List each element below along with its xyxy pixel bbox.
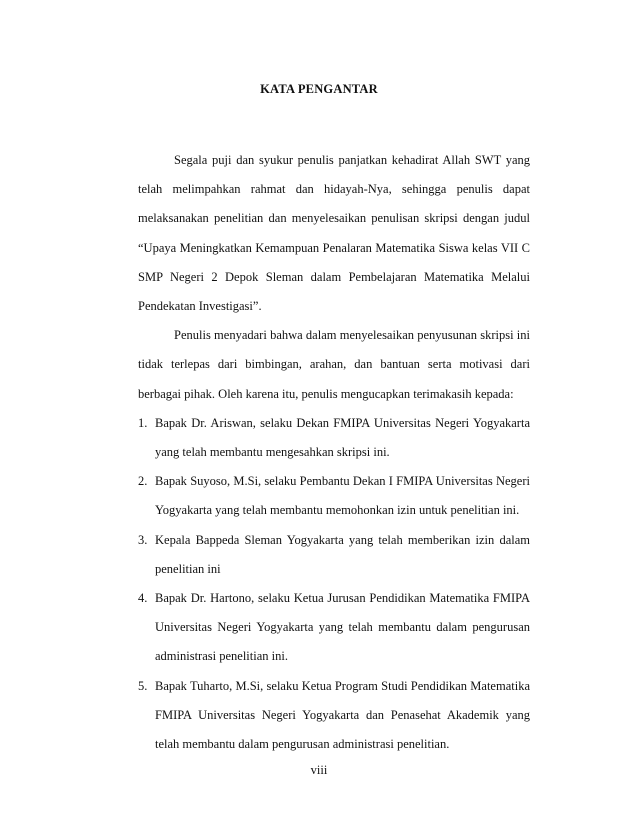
list-item xyxy=(138,409,530,467)
list-item-text: Bapak Dr. Ariswan, selaku Dekan FMIPA Universitas Negeri Yogyakarta yang telah membantu mengesahkan skripsi ini. xyxy=(155,415,530,460)
document-body xyxy=(138,146,530,759)
list-item-text: Bapak Tuharto, M.Si, selaku Ketua Program Studi Pendidikan Matematika FMIPA Universitas Negeri Yogyakarta dan Penasehat Akademik yang telah membantu dalam pengurusan administrasi penelitian. xyxy=(155,678,530,752)
list-item xyxy=(138,467,530,525)
list-item xyxy=(138,672,530,760)
list-item-number: 2. xyxy=(138,474,148,489)
acknowledgement-list xyxy=(138,409,530,759)
list-item-text: Kepala Bappeda Sleman Yogyakarta yang telah memberikan izin dalam penelitian ini xyxy=(155,532,530,576)
list-item xyxy=(138,584,530,672)
list-item xyxy=(138,526,530,584)
paragraph-intro: Segala puji dan syukur penulis panjatkan kehadirat Allah SWT yang telah melimpahkan rahmat dan hidayah-Nya, sehingga penulis dapat melaksanakan penelitian dan menyelesaikan penulisan skripsi dengan judul “Upaya Meningkatkan Kemampuan Penalaran Matematika Siswa kelas VII C SMP Negeri 2 Depok Sleman dalam Pembelajaran Matematika Melalui Pendekatan Investigasi”. xyxy=(138,153,530,314)
page-number: viii xyxy=(310,763,328,777)
list-item-number: 3. xyxy=(138,532,148,547)
paragraph-acknowledgement: Penulis menyadari bahwa dalam menyelesaikan penyusunan skripsi ini tidak terlepas dari bimbingan, arahan, dan bantuan serta motivasi dari berbagai pihak. Oleh karena itu, penulis mengucapkan terimakasih kepada: xyxy=(138,328,530,401)
list-item-number: 5. xyxy=(138,678,148,693)
list-item-number: 1. xyxy=(138,415,148,430)
page-title: KATA PENGANTAR xyxy=(260,82,378,96)
list-item-text: Bapak Suyoso, M.Si, selaku Pembantu Dekan I FMIPA Universitas Negeri Yogyakarta yang telah membantu memohonkan izin untuk penelitian ini. xyxy=(155,474,530,518)
list-item-number: 4. xyxy=(138,591,148,606)
list-item-text: Bapak Dr. Hartono, selaku Ketua Jurusan Pendidikan Matematika FMIPA Universitas Negeri Yogyakarta yang telah membantu dalam pengurusan administrasi penelitian ini. xyxy=(155,591,530,664)
